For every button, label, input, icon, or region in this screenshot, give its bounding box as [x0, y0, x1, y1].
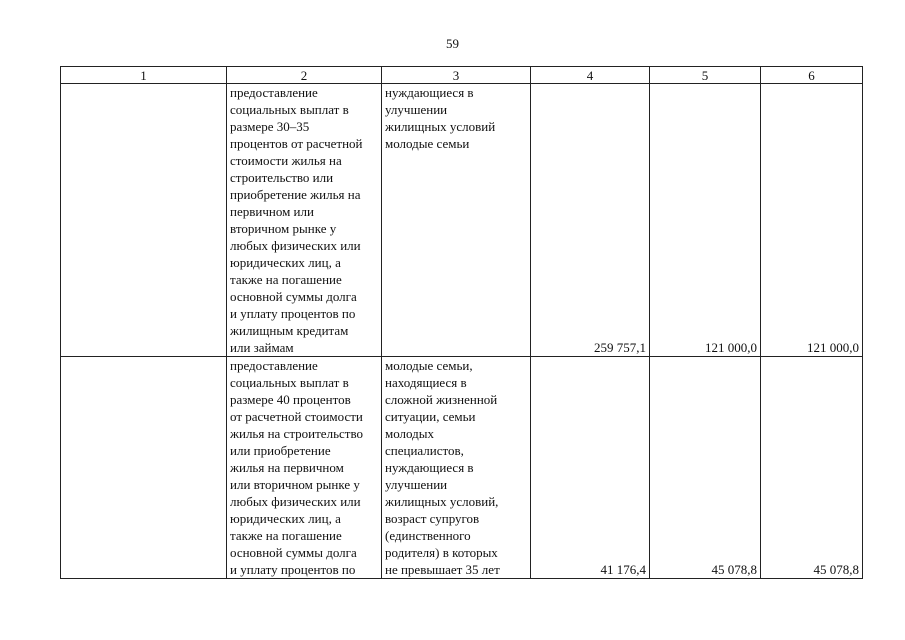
table-header-row	[61, 67, 863, 84]
table-row	[61, 84, 863, 357]
table-cell-value-5: 45 078,8	[650, 357, 761, 579]
column-header: 3	[382, 67, 531, 84]
table-cell-value-6: 45 078,8	[761, 357, 863, 579]
table-cell-value-4: 41 176,4	[531, 357, 650, 579]
data-table	[60, 66, 863, 579]
table-cell-col1	[61, 357, 227, 579]
table-cell-recipients	[382, 84, 531, 357]
recipients-text: молодые семьи, находящиеся в сложной жизненной ситуации, семьи молодых специалистов, нуждающиеся в улучшении жилищных условий, возраст супругов (единственного родителя) в которых не превышает 35 лет	[385, 358, 500, 577]
column-header: 6	[761, 67, 863, 84]
table-cell-value-6: 121 000,0	[761, 84, 863, 357]
measure-text: предоставление социальных выплат в размере 30–35 процентов от расчетной стоимости жилья на строительство или приобретение жилья на первичном или вторичном рынке у любых физических или юридических лиц, а также на погашение основной суммы долга и уплату процентов по жилищным кредитам или займам	[230, 85, 363, 355]
table-cell-recipients	[382, 357, 531, 579]
table-cell-value-4: 259 757,1	[531, 84, 650, 357]
column-header: 5	[650, 67, 761, 84]
table-cell-measure	[227, 84, 382, 357]
recipients-text: нуждающиеся в улучшении жилищных условий молодые семьи	[385, 85, 496, 151]
table-cell-col1	[61, 84, 227, 357]
table-cell-value-5: 121 000,0	[650, 84, 761, 357]
measure-text: предоставление социальных выплат в размере 40 процентов от расчетной стоимости жилья на строительство или приобретение жилья на первичном или вторичном рынке у любых физических или юридических лиц, а также на погашение основной суммы долга и уплату процентов по	[230, 358, 363, 577]
table-cell-measure	[227, 357, 382, 579]
page-number: 59	[446, 36, 459, 51]
column-header: 1	[61, 67, 227, 84]
column-header: 4	[531, 67, 650, 84]
table-row	[61, 357, 863, 579]
column-header: 2	[227, 67, 382, 84]
